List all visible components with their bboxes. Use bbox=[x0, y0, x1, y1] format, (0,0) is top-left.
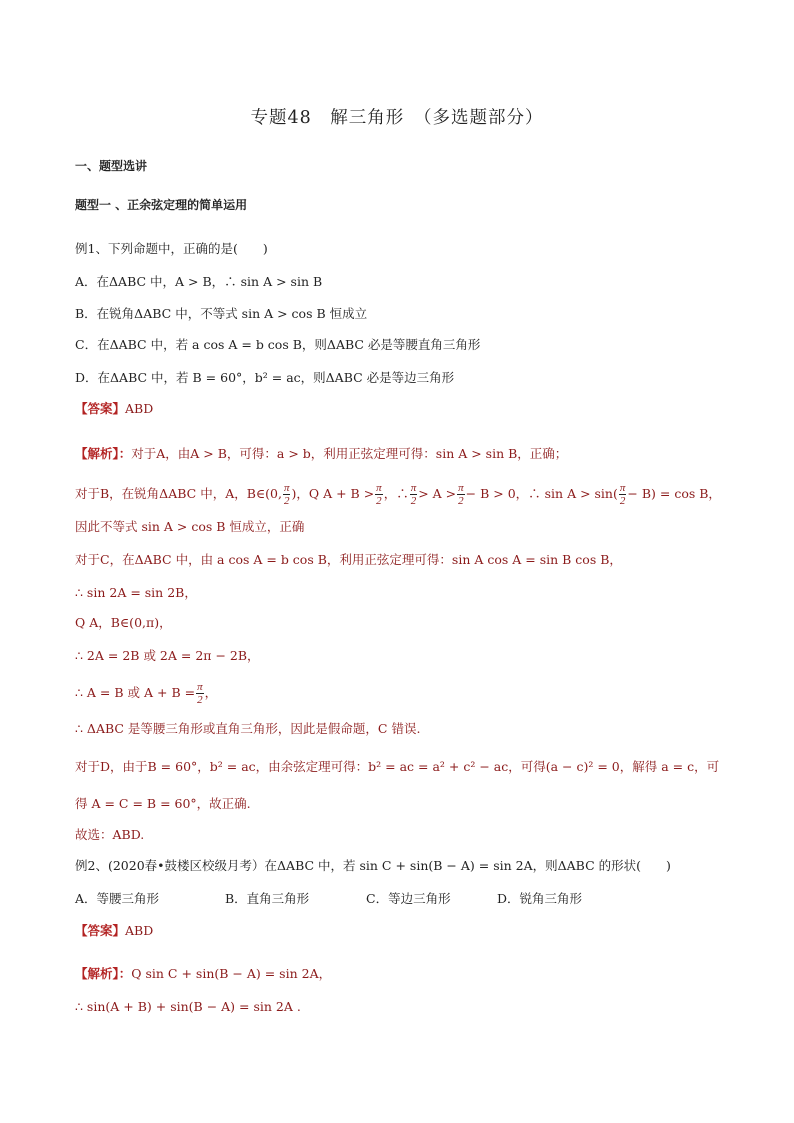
fraction-denominator: 2 bbox=[283, 495, 290, 507]
fraction-denominator: 2 bbox=[458, 495, 464, 507]
fraction-numerator: π bbox=[619, 482, 626, 494]
example1-answer bbox=[75, 400, 153, 418]
answer-value: ABD bbox=[125, 923, 154, 938]
analysis-text: ∴ A = B 或 A + B = bbox=[75, 685, 196, 700]
analysis-text: )，Q A + B > bbox=[291, 486, 375, 501]
example1-analysis-line10: 对于D，由于B = 60°，b² = ac，由余弦定理可得：b² = ac = a² + c² − ac，可得(a − c)² = 0，解得 a = c，可 bbox=[75, 759, 720, 774]
example1-analysis-line7: ∴ 2A = 2B 或 2A = 2π − 2B， bbox=[75, 648, 260, 663]
fraction-pi-over-2 bbox=[375, 482, 383, 507]
analysis-text: − B) = cos B， bbox=[627, 486, 721, 501]
fraction-pi-over-2 bbox=[283, 482, 291, 507]
example1-option-d: D．在ΔABC 中，若 B = 60°，b² = ac，则ΔABC 必是等边三角形 bbox=[75, 370, 455, 385]
page-title: 专题48 解三角形 （多选题部分） bbox=[250, 108, 544, 128]
fraction-pi-over-2 bbox=[619, 482, 627, 507]
example1-analysis-line9: ∴ ΔABC 是等腰三角形或直角三角形，因此是假命题，C 错误. bbox=[75, 721, 421, 736]
example1-option-b: B．在锐角ΔABC 中，不等式 sin A > cos B 恒成立 bbox=[75, 306, 368, 321]
example1-analysis-line11: 得 A = C = B = 60°，故正确. bbox=[75, 796, 251, 811]
example1-analysis-line2 bbox=[75, 482, 721, 507]
example2-question: 例2、(2020春•鼓楼区校级月考）在ΔABC 中，若 sin C + sin(B − A) = sin 2A，则ΔABC 的形状( ) bbox=[75, 858, 671, 873]
example2-option-a: A．等腰三角形 bbox=[75, 891, 160, 906]
example1-option-c: C．在ΔABC 中，若 a cos A = b cos B，则ΔABC 必是等腰直角三角形 bbox=[75, 337, 481, 352]
example1-analysis-line1 bbox=[75, 445, 567, 463]
analysis-text: 对于B，在锐角ΔABC 中，A，B∈(0, bbox=[75, 486, 282, 501]
fraction-numerator: π bbox=[410, 482, 417, 494]
answer-value: ABD bbox=[125, 401, 154, 416]
example1-analysis-line4: 对于C，在ΔABC 中，由 a cos A = b cos B，利用正弦定理可得：sin A cos A = sin B cos B， bbox=[75, 552, 622, 567]
fraction-numerator: π bbox=[197, 681, 203, 693]
fraction-denominator: 2 bbox=[410, 495, 417, 507]
example2-analysis-line2: ∴ sin(A + B) + sin(B − A) = sin 2A . bbox=[75, 999, 301, 1014]
example2-answer bbox=[75, 922, 153, 940]
example1-option-a: A．在ΔABC 中，A > B，∴ sin A > sin B bbox=[75, 274, 323, 289]
example1-analysis-line5: ∴ sin 2A = sin 2B， bbox=[75, 585, 197, 600]
example2-option-c: C．等边三角形 bbox=[366, 891, 451, 906]
fraction-pi-over-2 bbox=[410, 482, 418, 507]
analysis-label: 【解析】： bbox=[75, 446, 132, 461]
analysis-label: 【解析】： bbox=[75, 966, 132, 981]
analysis-text: − B > 0，∴ sin A > sin( bbox=[465, 486, 618, 501]
example2-analysis-line1 bbox=[75, 965, 331, 983]
example1-analysis-line6: Q A，B∈(0,π)， bbox=[75, 615, 172, 630]
answer-label: 【答案】 bbox=[75, 401, 126, 416]
analysis-text: ，∴ bbox=[383, 486, 409, 501]
example2-option-b: B．直角三角形 bbox=[225, 891, 310, 906]
example2-option-d: D．锐角三角形 bbox=[497, 891, 583, 906]
fraction-denominator: 2 bbox=[197, 694, 203, 706]
example1-analysis-line3: 因此不等式 sin A > cos B 恒成立，正确 bbox=[75, 519, 305, 534]
fraction-denominator: 2 bbox=[376, 495, 382, 507]
section-heading: 一、题型选讲 bbox=[75, 159, 148, 173]
fraction-numerator: π bbox=[458, 482, 464, 494]
analysis-text: 对于A，由A > B，可得：a > b，利用正弦定理可得：sin A > sin B，正确； bbox=[131, 446, 568, 461]
fraction-numerator: π bbox=[376, 482, 382, 494]
fraction-numerator: π bbox=[283, 482, 290, 494]
analysis-text: Q sin C + sin(B − A) = sin 2A， bbox=[131, 966, 332, 981]
analysis-text: ， bbox=[204, 685, 218, 700]
answer-label: 【答案】 bbox=[75, 923, 126, 938]
fraction-pi-over-2 bbox=[196, 681, 204, 706]
example1-analysis-line8 bbox=[75, 681, 217, 706]
type-heading: 题型一 、正余弦定理的简单运用 bbox=[75, 198, 248, 212]
analysis-text: > A > bbox=[418, 486, 457, 501]
example1-question: 例1、下列命题中，正确的是( ) bbox=[75, 241, 268, 256]
example1-analysis-line12: 故选：ABD. bbox=[75, 827, 145, 842]
fraction-pi-over-2 bbox=[457, 482, 465, 507]
fraction-denominator: 2 bbox=[619, 495, 626, 507]
